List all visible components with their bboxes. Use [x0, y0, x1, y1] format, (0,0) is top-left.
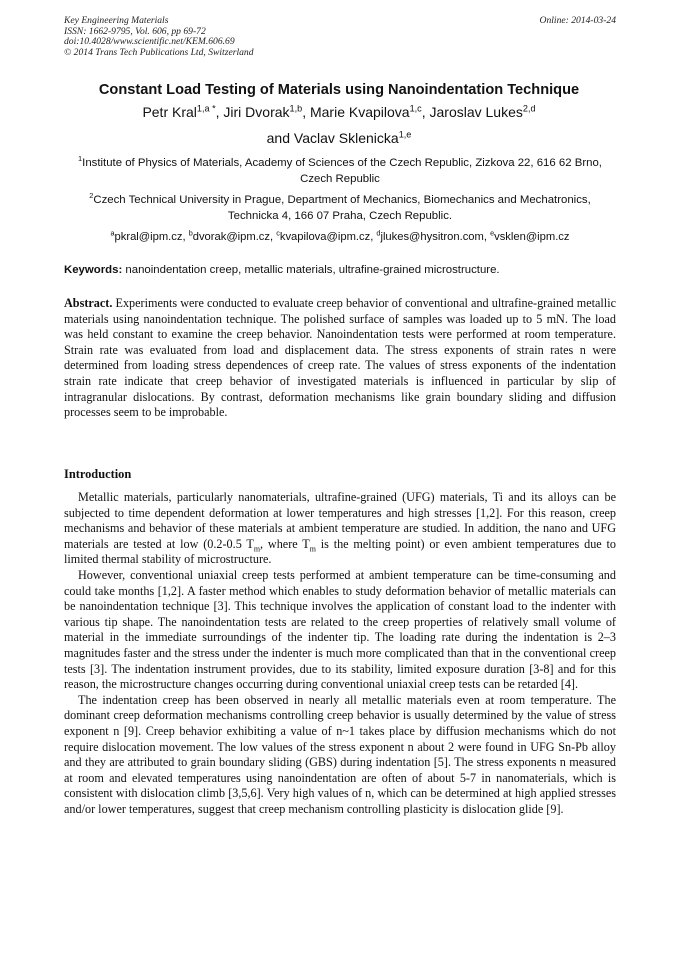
paragraph: However, conventional uniaxial creep tests performed at ambient temperature can be time-consuming and could take months [1,2]. A faster method which enables to study deformation behavior of metallic materials can be nanoindentation technique [3]. This technique involves the application of constant load to the indenter with various tip shape. The nanoindentation tests are related to the creep properties of relatively small volume of material in the immediate surroundings of the indenter tip. The loading rate during the indentation is 2–3 magnitudes faster and the stress under the indenter is much more complicated than that in the conventional creep tests [3]. The indentation instrument provides, due to its stability, limited exposure duration [3-8] and for this reason, the microstructure changes occurring during conventional uniaxial creep tests can be retarded [4].	[64, 567, 616, 692]
issn-line: ISSN: 1662-9795, Vol. 606, pp 69-72	[64, 25, 206, 37]
paragraph-text: Metallic materials, particularly nanomaterials, ultrafine-grained (UFG) materials, Ti and its alloys can be subjected to time dependent deformation at lower temperatures and high stresses [1,2]. For this reason, creep mechanisms and behavior of these materials at ambient temperature are studied. In addition, the nano and UFG materials are tested at low (0.2-0.5 T	[64, 490, 616, 551]
author-conjunction: and	[266, 130, 294, 146]
paper-title: Constant Load Testing of Materials using Nanoindentation Technique	[98, 82, 580, 98]
abstract-label: Abstract.	[64, 296, 113, 310]
author-list-last	[0, 130, 678, 146]
author-affil-mark: 1,c	[409, 103, 422, 114]
email-mark: b	[188, 228, 193, 238]
subscript: m	[309, 544, 316, 554]
author-name: Marie Kvapilova	[309, 104, 410, 120]
author-name: Vaclav Sklenicka	[293, 130, 399, 146]
email-link[interactable]: vsklen@ipm.cz	[494, 231, 570, 243]
affiliation-number: 1	[78, 154, 83, 164]
paragraph-text: , where T	[260, 536, 310, 551]
keywords-label: Keywords:	[64, 264, 123, 276]
paragraph: The indentation creep has been observed in nearly all metallic materials even at room temperature. The dominant creep deformation mechanisms controlling creep behavior is usually determined by the value of stress exponent n [9]. Creep behavior exhibiting a value of n~1 takes place by diffusion mechanisms which do not require dislocation movement. The low values of the stress exponent n about 2 were found in UFG Sn-Pb alloy and they are attributed to grain boundary sliding (GBS) during indentation [5]. The stress exponents n measured at room and elevated temperatures using nanoindentation are often of about 5-7 in nanomaterials, which is consistent with dislocation climb [3,5,6]. Very high values of n, which can be determined at high applied stresses and/or lower temperatures, suggest that creep mechanism controlling plasticity is dislocation glide [9].	[64, 692, 616, 816]
author-affil-mark: 1,a *	[196, 103, 216, 114]
email-link[interactable]: dvorak@ipm.cz	[192, 231, 270, 243]
email-link[interactable]: jlukes@hysitron.com	[380, 231, 484, 243]
abstract-text: Experiments were conducted to evaluate creep behavior of conventional and ultrafine-grained metallic materials using nanoindentation technique. The polished surface of samples was loaded up to 5 mN. The load was held constant to examine the creep behavior. Nanoindentation tests were performed at room temperature. Strain rate was evaluated from load and displacement data. The stress exponents of strain rates n were determined from loading stress dependences of creep rate. The values of stress exponents of the indentation strain rate indicate that creep behavior of investigated materials is influenced in particular by slip of intragranular dislocations. By contrast, deformation mechanisms like grain boundary sliding and diffusion processes seem to be improbable.	[64, 296, 616, 420]
affiliation-2	[64, 192, 616, 224]
doi-line: doi:10.4028/www.scientific.net/KEM.606.69	[64, 36, 235, 48]
keywords	[64, 264, 616, 276]
running-header	[64, 16, 616, 58]
author-separator: ,	[302, 104, 310, 120]
email-separator: ,	[483, 231, 491, 243]
author-affil-mark: 2,d	[522, 103, 536, 114]
author-separator: ,	[421, 104, 430, 120]
author-affil-mark: 1,e	[398, 129, 412, 140]
email-mark: d	[376, 228, 381, 238]
author-affil-mark: 1,b	[289, 103, 303, 114]
copyright-line: © 2014 Trans Tech Publications Ltd, Switzerland	[64, 46, 254, 58]
subscript: m	[253, 544, 261, 554]
journal-name: Key Engineering Materials	[64, 15, 169, 26]
keywords-text: nanoindentation creep, metallic materials, ultrafine-grained microstructure.	[122, 264, 500, 276]
affiliation-text: Institute of Physics of Materials, Academy of Sciences of the Czech Republic, Zizkova 22, 616 62 Brno, Czech Republic	[82, 157, 602, 185]
abstract	[64, 296, 616, 421]
online-date: Online: 2014-03-24	[539, 15, 616, 26]
email-mark: c	[276, 228, 280, 238]
paragraph	[64, 490, 616, 568]
author-name: Jiri Dvorak	[223, 104, 290, 120]
author-name: Jaroslav Lukes	[429, 104, 523, 120]
email-list	[64, 229, 616, 245]
affiliation-number: 2	[89, 191, 94, 201]
affiliation-1	[64, 155, 616, 187]
introduction-body	[64, 490, 616, 817]
section-heading: Introduction	[64, 467, 132, 481]
author-list	[0, 104, 678, 120]
affiliation-text: Czech Technical University in Prague, Department of Mechanics, Biomechanics and Mechatronics, Technicka 4, 166 07 Praha, Czech Republic.	[93, 194, 591, 222]
author-name: Petr Kral	[142, 104, 197, 120]
email-separator: ,	[370, 231, 377, 243]
author-separator: ,	[215, 104, 224, 120]
email-link[interactable]: pkral@ipm.cz	[114, 231, 183, 243]
email-link[interactable]: kvapilova@ipm.cz	[279, 231, 371, 243]
email-mark: a	[110, 228, 115, 238]
email-separator: ,	[270, 231, 277, 243]
email-separator: ,	[182, 231, 189, 243]
paragraph-text: is the melting point) or even ambient temperatures due to limited thermal stability of microstructure.	[64, 536, 617, 567]
email-mark: e	[490, 228, 495, 238]
